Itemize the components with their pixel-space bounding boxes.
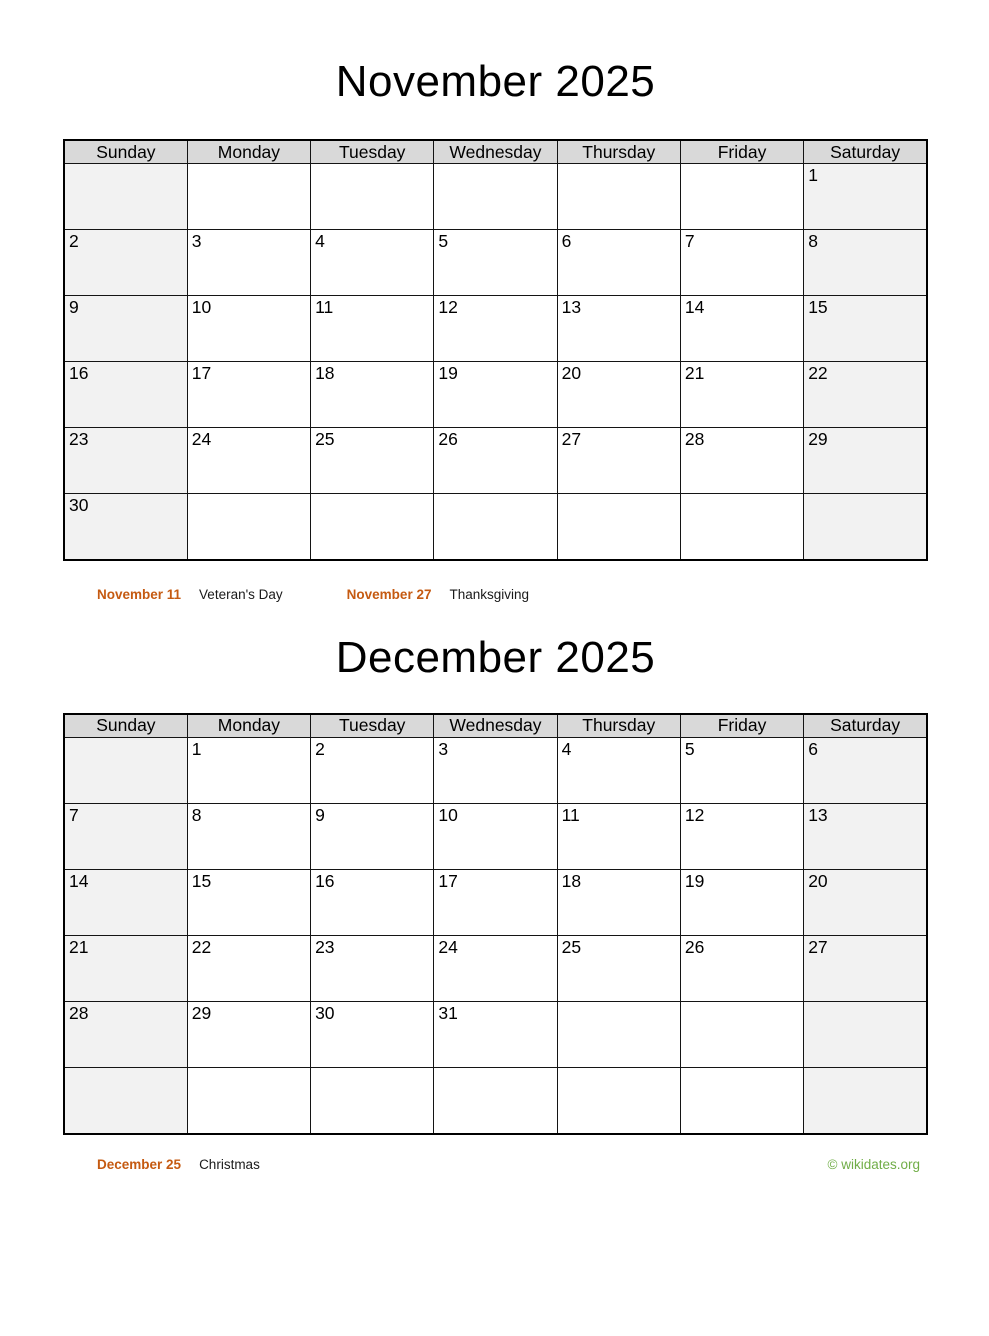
day-cell: 8 (804, 230, 927, 296)
day-cell: 12 (434, 296, 557, 362)
day-cell (434, 164, 557, 230)
day-cell: 3 (187, 230, 310, 296)
weekday-header-row (64, 714, 927, 738)
day-cell: 28 (680, 428, 803, 494)
day-cell: 3 (434, 738, 557, 804)
day-cell (557, 1068, 680, 1134)
week-row (64, 296, 927, 362)
day-cell: 13 (804, 804, 927, 870)
day-cell: 8 (187, 804, 310, 870)
holiday-item (97, 1157, 260, 1172)
november-holidays (63, 587, 928, 602)
day-cell: 5 (434, 230, 557, 296)
holiday-item (97, 587, 283, 602)
day-cell (311, 164, 434, 230)
day-cell (557, 1002, 680, 1068)
day-cell: 24 (434, 936, 557, 1002)
day-cell (804, 1002, 927, 1068)
weekday-header-friday: Friday (680, 714, 803, 738)
weekday-header-wednesday: Wednesday (434, 140, 557, 164)
day-cell: 30 (64, 494, 187, 560)
day-cell: 18 (311, 362, 434, 428)
weekday-header-saturday: Saturday (804, 714, 927, 738)
day-cell: 21 (64, 936, 187, 1002)
month-title-december: December 2025 (335, 632, 656, 682)
week-row (64, 1002, 927, 1068)
day-cell: 20 (804, 870, 927, 936)
holiday-date: December 25 (97, 1156, 182, 1172)
day-cell: 18 (557, 870, 680, 936)
day-cell: 22 (187, 936, 310, 1002)
day-cell: 4 (557, 738, 680, 804)
december-footer-row (63, 1157, 928, 1172)
week-row (64, 164, 927, 230)
day-cell (64, 164, 187, 230)
holiday-item (347, 587, 529, 602)
day-cell: 25 (311, 428, 434, 494)
day-cell (680, 1002, 803, 1068)
day-cell: 20 (557, 362, 680, 428)
day-cell: 1 (804, 164, 927, 230)
day-cell: 23 (311, 936, 434, 1002)
day-cell: 22 (804, 362, 927, 428)
week-row (64, 738, 927, 804)
day-cell: 19 (680, 870, 803, 936)
weekday-header-tuesday: Tuesday (311, 140, 434, 164)
day-cell: 15 (187, 870, 310, 936)
day-cell: 10 (187, 296, 310, 362)
day-cell (311, 494, 434, 560)
day-cell (680, 164, 803, 230)
day-cell: 17 (434, 870, 557, 936)
day-cell: 2 (64, 230, 187, 296)
day-cell (804, 494, 927, 560)
day-cell (434, 494, 557, 560)
day-cell: 27 (804, 936, 927, 1002)
day-cell (64, 738, 187, 804)
week-row (64, 428, 927, 494)
day-cell: 16 (64, 362, 187, 428)
day-cell: 15 (804, 296, 927, 362)
day-cell (187, 1068, 310, 1134)
day-cell: 13 (557, 296, 680, 362)
weekday-header-sunday: Sunday (64, 140, 187, 164)
week-row (64, 362, 927, 428)
day-cell: 14 (680, 296, 803, 362)
weekday-header-monday: Monday (187, 140, 310, 164)
week-row (64, 804, 927, 870)
day-cell: 26 (434, 428, 557, 494)
weekday-header-wednesday: Wednesday (434, 714, 557, 738)
day-cell: 30 (311, 1002, 434, 1068)
day-cell: 7 (680, 230, 803, 296)
day-cell: 23 (64, 428, 187, 494)
week-row (64, 870, 927, 936)
weekday-header-thursday: Thursday (557, 714, 680, 738)
day-cell: 4 (311, 230, 434, 296)
day-cell (557, 164, 680, 230)
day-cell: 27 (557, 428, 680, 494)
holiday-date: November 27 (346, 586, 432, 602)
day-cell (187, 494, 310, 560)
weekday-header-row (64, 140, 927, 164)
calendar-page (0, 56, 989, 1172)
day-cell: 31 (434, 1002, 557, 1068)
day-cell: 7 (64, 804, 187, 870)
day-cell: 12 (680, 804, 803, 870)
weekday-header-thursday: Thursday (557, 140, 680, 164)
day-cell (187, 164, 310, 230)
day-cell (557, 494, 680, 560)
holiday-name: Veteran's Day (199, 586, 283, 602)
day-cell: 24 (187, 428, 310, 494)
day-cell: 16 (311, 870, 434, 936)
weekday-header-tuesday: Tuesday (311, 714, 434, 738)
day-cell: 26 (680, 936, 803, 1002)
day-cell: 6 (557, 230, 680, 296)
day-cell: 17 (187, 362, 310, 428)
day-cell: 5 (680, 738, 803, 804)
weekday-header-friday: Friday (680, 140, 803, 164)
day-cell: 9 (311, 804, 434, 870)
day-cell: 28 (64, 1002, 187, 1068)
day-cell (804, 1068, 927, 1134)
month-title-november: November 2025 (335, 57, 656, 106)
week-row (64, 230, 927, 296)
day-cell: 25 (557, 936, 680, 1002)
day-cell: 6 (804, 738, 927, 804)
day-cell: 19 (434, 362, 557, 428)
day-cell (64, 1068, 187, 1134)
week-row (64, 1068, 927, 1134)
weekday-header-sunday: Sunday (64, 714, 187, 738)
day-cell: 11 (557, 804, 680, 870)
december-calendar-table (63, 713, 928, 1135)
day-cell: 11 (311, 296, 434, 362)
day-cell (680, 1068, 803, 1134)
day-cell: 21 (680, 362, 803, 428)
day-cell: 9 (64, 296, 187, 362)
day-cell (680, 494, 803, 560)
day-cell: 14 (64, 870, 187, 936)
week-row (64, 936, 927, 1002)
day-cell: 2 (311, 738, 434, 804)
weekday-header-monday: Monday (187, 714, 310, 738)
holiday-date: November 11 (97, 586, 182, 602)
weekday-header-saturday: Saturday (804, 140, 927, 164)
day-cell: 29 (187, 1002, 310, 1068)
holiday-name: Thanksgiving (449, 586, 530, 602)
day-cell (311, 1068, 434, 1134)
holiday-name: Christmas (199, 1156, 260, 1172)
november-calendar-table (63, 139, 928, 561)
day-cell: 10 (434, 804, 557, 870)
day-cell (434, 1068, 557, 1134)
site-credit: © wikidates.org (827, 1156, 920, 1172)
day-cell: 1 (187, 738, 310, 804)
week-row (64, 494, 927, 560)
day-cell: 29 (804, 428, 927, 494)
